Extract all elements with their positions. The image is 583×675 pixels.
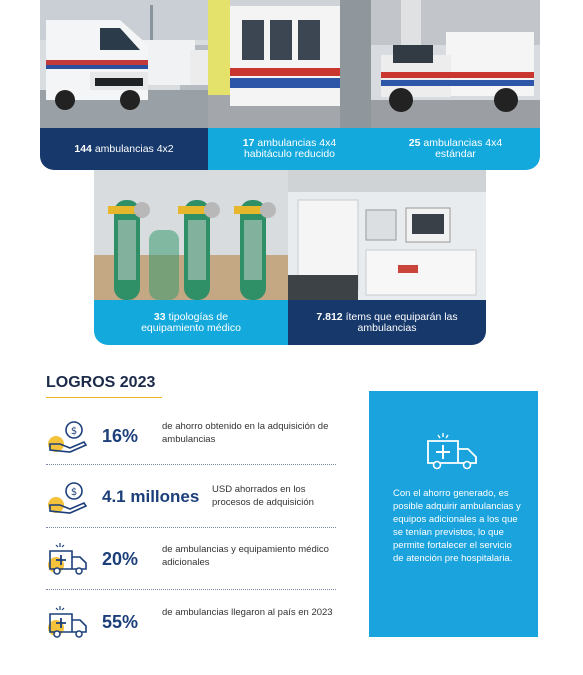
- photo-ambulancias-4x4-reducido: [208, 0, 371, 128]
- caption-ambulancias-4x4-estandar: [371, 128, 540, 170]
- caption-text: tipologías de equipamiento médico: [141, 310, 241, 334]
- caption-ambulancias-4x4-reducido: [208, 128, 371, 170]
- photo-equipamiento-medico: [94, 170, 288, 300]
- logro-value: 4.1 millones: [102, 487, 200, 506]
- ambulance-icon: [46, 604, 90, 640]
- caption-number: 7.812: [316, 310, 343, 323]
- caption-number: 33: [153, 310, 166, 323]
- savings-info-box: [369, 391, 538, 637]
- logro-text: de ahorro obtenido en la adquisición de ambulancias: [162, 421, 329, 445]
- svg-text:$: $: [70, 487, 78, 498]
- caption-text: ambulancias 4x2: [94, 142, 174, 155]
- caption-text: ambulancias 4x4 estándar: [423, 137, 503, 160]
- logro-item: [46, 598, 336, 644]
- ambulance-icon: [424, 431, 480, 471]
- logro-item: [46, 535, 336, 581]
- logro-item: [46, 473, 336, 519]
- logro-text: de ambulancias llegaron al país en 2023: [162, 607, 333, 618]
- caption-number: 25: [408, 137, 421, 149]
- divider: [46, 589, 336, 590]
- photo-ambulancias-4x2: [40, 0, 208, 128]
- caption-number: 144: [74, 142, 92, 155]
- svg-text:$: $: [70, 426, 78, 437]
- logro-text: USD ahorrados en los procesos de adquisición: [212, 484, 314, 508]
- money-hand-icon: [46, 479, 90, 515]
- caption-number: 17: [242, 137, 255, 149]
- ambulance-icon: [46, 541, 90, 577]
- logro-item: [46, 412, 336, 458]
- money-hand-icon: [46, 418, 90, 454]
- logro-text: de ambulancias y equipamiento médico adicionales: [162, 544, 329, 568]
- divider: [46, 464, 336, 465]
- caption-equipamiento-medico: [94, 300, 288, 345]
- section-title: LOGROS 2023: [46, 374, 156, 391]
- logro-value: 16%: [102, 426, 139, 446]
- photo-interior-ambulancia: [288, 170, 486, 300]
- caption-ambulancias-4x2: [40, 128, 208, 170]
- caption-text: ítems que equiparán las ambulancias: [345, 310, 458, 334]
- logro-value: 55%: [102, 612, 139, 632]
- caption-items-equipamiento: [288, 300, 486, 345]
- divider: [46, 527, 336, 528]
- logro-value: 20%: [102, 549, 139, 569]
- title-underline: [46, 397, 162, 398]
- photo-ambulancias-4x4-estandar: [371, 0, 540, 128]
- caption-text: ambulancias 4x4 habitáculo reducido: [243, 137, 337, 160]
- savings-info-text: Con el ahorro generado, es posible adquirir ambulancias y equipos adicionales a los que se tenían previstos, lo que permite fortalecer el servicio de atención pre hospitalaria.: [393, 488, 521, 564]
